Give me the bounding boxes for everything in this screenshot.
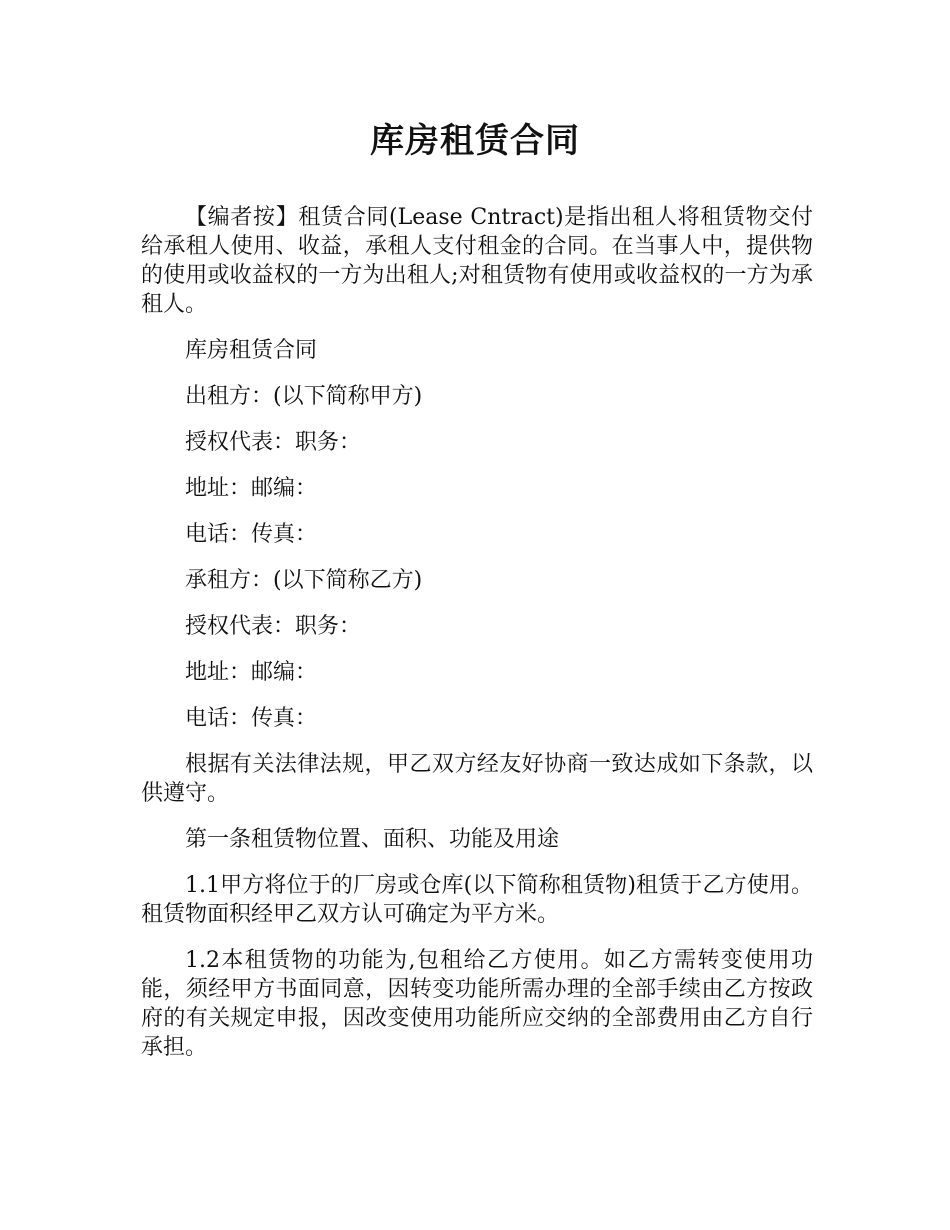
- lessor-line: 出租方：(以下简称甲方): [185, 384, 423, 409]
- lessee-address-line: 地址：邮编：: [185, 660, 318, 685]
- lessee-representative-line: 授权代表：职务：: [185, 614, 362, 639]
- document-body: [141, 203, 813, 1079]
- editor-note-paragraph: 【编者按】租赁合同(Lease Cntract)是指出租人将租赁物交付给承租人使用、收益，承租人支付租金的合同。在当事人中，提供物的使用或收益权的一方为出租人;对租赁物有使用或收益权的一方为承租人。: [141, 205, 813, 317]
- preamble-paragraph: 根据有关法律法规，甲乙双方经友好协商一致达成如下条款，以供遵守。: [141, 752, 813, 806]
- lessee-phone-line: 电话：传真：: [185, 706, 318, 731]
- lessor-representative-line: 授权代表：职务：: [185, 430, 362, 455]
- lessor-phone-line: 电话：传真：: [185, 522, 318, 547]
- article-one-heading: 第一条租赁物位置、面积、功能及用途: [185, 827, 560, 852]
- contract-heading: 库房租赁合同: [185, 338, 318, 363]
- lessee-line: 承租方：(以下简称乙方): [185, 568, 423, 593]
- document-title: 库房租赁合同: [370, 121, 580, 161]
- clause-1-2: 1.2本租赁物的功能为,包租给乙方使用。如乙方需转变使用功能，须经甲方书面同意，因转变功能所需办理的全部手续由乙方按政府的有关规定申报，因改变使用功能所应交纳的全部费用由乙方自行承担。: [141, 948, 813, 1060]
- lessor-address-line: 地址：邮编：: [185, 476, 318, 501]
- clause-1-1: 1.1甲方将位于的厂房或仓库(以下简称租赁物)租赁于乙方使用。租赁物面积经甲乙双方认可确定为平方米。: [141, 873, 813, 927]
